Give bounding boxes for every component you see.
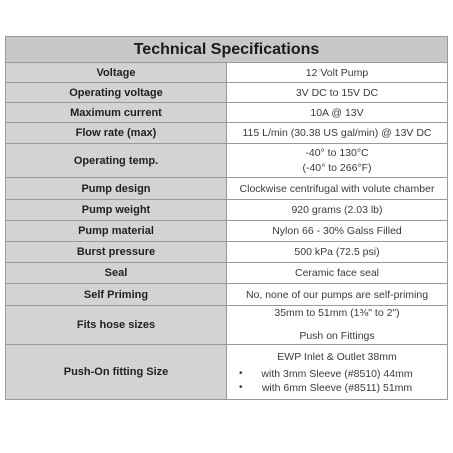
- operating-temp-fahrenheit: (-40° to 266°F): [302, 162, 372, 174]
- hose-fitting-type: Push on Fittings: [299, 330, 375, 342]
- spec-label-maximum-current: Maximum current: [6, 103, 227, 123]
- fitting-sleeve-list: [227, 367, 447, 395]
- fitting-intro: EWP Inlet & Outlet 38mm: [277, 350, 397, 363]
- table-row: [6, 178, 448, 200]
- spec-label-seal: Seal: [6, 263, 227, 284]
- table-row: [6, 263, 448, 284]
- bullet-icon: •: [239, 367, 243, 379]
- spec-value-voltage: 12 Volt Pump: [227, 63, 448, 83]
- bullet-icon: •: [239, 381, 243, 393]
- spec-label-pump-weight: Pump weight: [6, 200, 227, 221]
- spec-label-operating-temp: Operating temp.: [6, 144, 227, 178]
- spec-value-operating-temp: [227, 144, 448, 178]
- spec-value-burst-pressure: 500 kPa (72.5 psi): [227, 242, 448, 263]
- spec-value-push-on-fitting-size: [227, 345, 448, 400]
- spec-label-push-on-fitting-size: Push-On fitting Size: [6, 345, 227, 400]
- table-row: [6, 284, 448, 306]
- spec-value-self-priming: No, none of our pumps are self-priming: [227, 284, 448, 306]
- table-title: Technical Specifications: [6, 37, 448, 63]
- table-row: [6, 345, 448, 400]
- table-row: [6, 103, 448, 123]
- spec-value-fits-hose-sizes: [227, 306, 448, 345]
- list-item: [227, 367, 447, 381]
- table-row: [6, 306, 448, 345]
- spec-label-pump-material: Pump material: [6, 221, 227, 242]
- spec-value-flow-rate: 115 L/min (30.38 US gal/min) @ 13V DC: [227, 123, 448, 144]
- spec-label-pump-design: Pump design: [6, 178, 227, 200]
- table-row: [6, 83, 448, 103]
- spec-label-burst-pressure: Burst pressure: [6, 242, 227, 263]
- spec-value-operating-voltage: 3V DC to 15V DC: [227, 83, 448, 103]
- spec-label-self-priming: Self Priming: [6, 284, 227, 306]
- spec-label-flow-rate: Flow rate (max): [6, 123, 227, 144]
- table-row: [6, 242, 448, 263]
- operating-temp-celsius: -40° to 130°C: [305, 147, 369, 159]
- table-row: [6, 221, 448, 242]
- spec-value-pump-weight: 920 grams (2.03 lb): [227, 200, 448, 221]
- spec-label-operating-voltage: Operating voltage: [6, 83, 227, 103]
- spec-label-voltage: Voltage: [6, 63, 227, 83]
- list-item: [227, 381, 447, 395]
- technical-specifications-table: [5, 36, 448, 400]
- spec-value-seal: Ceramic face seal: [227, 263, 448, 284]
- hose-size-range: 35mm to 51mm (1⅜" to 2"): [274, 307, 400, 319]
- spec-value-maximum-current: 10A @ 13V: [227, 103, 448, 123]
- table-row: [6, 200, 448, 221]
- spec-value-pump-material: Nylon 66 - 30% Galss Filled: [227, 221, 448, 242]
- table-row: [6, 123, 448, 144]
- spec-label-fits-hose-sizes: Fits hose sizes: [6, 306, 227, 345]
- spec-value-pump-design: Clockwise centrifugal with volute chamber: [227, 178, 448, 200]
- table-row: [6, 144, 448, 178]
- fitting-sleeve-6mm: with 6mm Sleeve (#8511) 51mm: [261, 381, 413, 394]
- table-row: [6, 63, 448, 83]
- fitting-sleeve-3mm: with 3mm Sleeve (#8510) 44mm: [261, 367, 413, 380]
